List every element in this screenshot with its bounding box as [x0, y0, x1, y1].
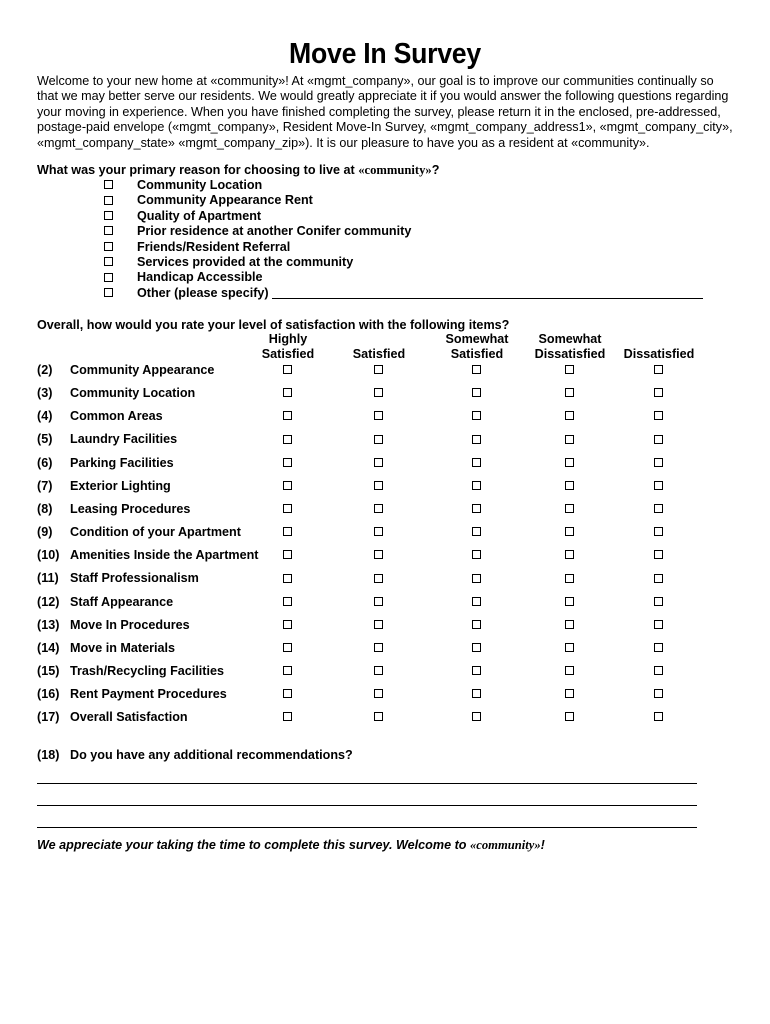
checkbox[interactable] [374, 574, 383, 583]
reason-option [104, 209, 261, 224]
rating-cell [472, 479, 482, 495]
checkbox[interactable] [472, 712, 481, 721]
rating-cell [374, 664, 384, 680]
checkbox[interactable] [283, 550, 292, 559]
item-label: Common Areas [70, 409, 163, 424]
reason-option [104, 286, 269, 301]
rating-row [0, 386, 770, 402]
checkbox[interactable] [472, 620, 481, 629]
rating-cell [565, 664, 575, 680]
checkbox[interactable] [565, 411, 574, 420]
item-label: Rent Payment Procedures [70, 687, 227, 702]
header-line-2: Dissatisfied [534, 347, 606, 362]
rating-cell [565, 595, 575, 611]
item-label: Parking Facilities [70, 455, 174, 470]
rating-row [0, 525, 770, 541]
checkbox[interactable] [654, 689, 663, 698]
checkbox[interactable] [374, 597, 383, 606]
question-18-number: (18) [37, 748, 60, 762]
rating-cell [283, 641, 293, 657]
reason-option [104, 240, 290, 255]
checkbox[interactable] [565, 527, 574, 536]
rating-cell [565, 479, 575, 495]
checkbox[interactable] [104, 226, 113, 235]
rating-cell [472, 595, 482, 611]
checkbox[interactable] [565, 481, 574, 490]
checkbox[interactable] [565, 689, 574, 698]
closing-suffix: ! [540, 838, 545, 852]
rating-cell [565, 409, 575, 425]
reason-option-label: Services provided at the community [137, 255, 354, 269]
item-number: (4) [37, 409, 53, 424]
rating-row [0, 456, 770, 472]
checkbox[interactable] [472, 388, 481, 397]
checkbox[interactable] [565, 504, 574, 513]
checkbox[interactable] [374, 411, 383, 420]
header-line-2: Satisfied [261, 347, 315, 362]
rating-cell [374, 571, 384, 587]
checkbox[interactable] [654, 597, 663, 606]
rating-column-header [324, 332, 434, 363]
item-number: (3) [37, 386, 53, 401]
rating-row [0, 618, 770, 634]
rating-cell [283, 525, 293, 541]
checkbox[interactable] [654, 504, 663, 513]
checkbox[interactable] [654, 550, 663, 559]
rating-cell [654, 409, 664, 425]
rating-cell [565, 525, 575, 541]
checkbox[interactable] [472, 504, 481, 513]
rating-cell [283, 571, 293, 587]
checkbox[interactable] [654, 712, 663, 721]
checkbox[interactable] [374, 388, 383, 397]
reason-option-label: Friends/Resident Referral [137, 239, 291, 254]
rating-cell [472, 687, 482, 703]
rating-row [0, 595, 770, 611]
recommendation-line-3[interactable] [37, 827, 697, 828]
checkbox[interactable] [654, 388, 663, 397]
checkbox[interactable] [565, 712, 574, 721]
checkbox[interactable] [472, 481, 481, 490]
checkbox[interactable] [104, 211, 113, 220]
checkbox[interactable] [472, 643, 481, 652]
checkbox[interactable] [104, 257, 113, 266]
item-number: (9) [37, 525, 53, 540]
rating-cell [472, 456, 482, 472]
reason-option [104, 270, 263, 285]
header-line-2: Satisfied [352, 347, 406, 362]
item-number: (13) [37, 617, 60, 632]
checkbox[interactable] [283, 666, 292, 675]
rating-cell [283, 595, 293, 611]
checkbox[interactable] [104, 273, 113, 282]
rating-cell [283, 456, 293, 472]
rating-cell [283, 479, 293, 495]
rating-cell [374, 432, 384, 448]
checkbox[interactable] [654, 574, 663, 583]
rating-cell [472, 409, 482, 425]
rating-cell [472, 664, 482, 680]
checkbox[interactable] [472, 527, 481, 536]
item-number: (2) [37, 363, 53, 377]
item-number: (12) [37, 594, 60, 609]
rating-cell [472, 525, 482, 541]
rating-cell [374, 687, 384, 703]
checkbox[interactable] [283, 689, 292, 698]
rating-cell [283, 363, 293, 379]
rating-cell [654, 502, 664, 518]
checkbox[interactable] [654, 481, 663, 490]
rating-cell [472, 710, 482, 726]
checkbox[interactable] [565, 458, 574, 467]
checkbox[interactable] [283, 365, 292, 374]
question-2-prompt: Overall, how would you rate your level of satisfaction with the following items? [37, 318, 510, 332]
rating-cell [472, 571, 482, 587]
rating-cell [283, 710, 293, 726]
rating-cell [374, 409, 384, 425]
rating-cell [374, 363, 384, 379]
page-title: Move In Survey [289, 38, 481, 70]
checkbox[interactable] [283, 712, 292, 721]
item-label: Laundry Facilities [70, 432, 178, 447]
checkbox[interactable] [472, 435, 481, 444]
rating-cell [283, 386, 293, 402]
reason-option [104, 255, 353, 270]
rating-cell [654, 363, 664, 379]
item-number: (11) [37, 571, 59, 586]
question-1-field: «community» [358, 163, 432, 177]
item-label: Exterior Lighting [70, 478, 171, 493]
rating-row [0, 548, 770, 564]
rating-row [0, 432, 770, 448]
checkbox[interactable] [472, 666, 481, 675]
rating-cell [565, 641, 575, 657]
checkbox[interactable] [565, 597, 574, 606]
rating-row [0, 571, 770, 587]
checkbox[interactable] [565, 666, 574, 675]
recommendation-line-2[interactable] [37, 805, 697, 806]
checkbox[interactable] [283, 574, 292, 583]
checkbox[interactable] [374, 620, 383, 629]
rating-cell [654, 456, 664, 472]
rating-cell [654, 548, 664, 564]
header-line-1: Highly [268, 332, 308, 346]
rating-cell [472, 502, 482, 518]
checkbox[interactable] [565, 643, 574, 652]
checkbox[interactable] [472, 550, 481, 559]
checkbox[interactable] [654, 411, 663, 420]
rating-cell [374, 525, 384, 541]
closing-message [37, 838, 545, 853]
rating-row [0, 479, 770, 495]
rating-column-header [604, 332, 714, 363]
item-label: Trash/Recycling Facilities [70, 663, 224, 678]
item-number: (8) [37, 501, 53, 516]
rating-cell [374, 479, 384, 495]
rating-cell [472, 641, 482, 657]
reason-option [104, 178, 262, 193]
checkbox[interactable] [654, 527, 663, 536]
checkbox[interactable] [374, 435, 383, 444]
closing-prefix: We appreciate your taking the time to complete this survey. Welcome to [37, 838, 470, 852]
checkbox[interactable] [283, 597, 292, 606]
checkbox[interactable] [654, 435, 663, 444]
item-label: Amenities Inside the Apartment [70, 548, 259, 563]
reason-option [104, 224, 411, 239]
rating-cell [283, 548, 293, 564]
checkbox[interactable] [654, 620, 663, 629]
rating-row [0, 687, 770, 703]
rating-cell [565, 618, 575, 634]
rating-cell [654, 687, 664, 703]
rating-cell [283, 618, 293, 634]
rating-cell [654, 386, 664, 402]
rating-cell [283, 687, 293, 703]
rating-cell [472, 432, 482, 448]
rating-cell [565, 456, 575, 472]
reason-option-label: Community Appearance Rent [137, 193, 313, 208]
item-label: Move In Procedures [70, 617, 190, 632]
item-label: Community Location [70, 386, 196, 401]
rating-row [0, 502, 770, 518]
header-line-1 [324, 332, 434, 347]
checkbox[interactable] [654, 666, 663, 675]
reason-option-label: Quality of Apartment [137, 208, 262, 223]
checkbox[interactable] [283, 435, 292, 444]
header-line-1: Somewhat [538, 332, 602, 346]
rating-cell [654, 641, 664, 657]
checkbox[interactable] [283, 481, 292, 490]
rating-cell [654, 525, 664, 541]
rating-cell [472, 386, 482, 402]
question-18-prompt: Do you have any additional recommendations? [70, 748, 353, 762]
reason-option-label: Community Location [137, 178, 263, 192]
checkbox[interactable] [283, 620, 292, 629]
rating-cell [654, 664, 664, 680]
rating-cell [374, 502, 384, 518]
checkbox[interactable] [374, 481, 383, 490]
item-number: (6) [37, 455, 53, 470]
header-line-1 [604, 332, 714, 347]
reason-option [104, 193, 313, 208]
checkbox[interactable] [283, 458, 292, 467]
rating-cell [565, 386, 575, 402]
checkbox[interactable] [654, 643, 663, 652]
rating-cell [283, 664, 293, 680]
checkbox[interactable] [565, 365, 574, 374]
checkbox[interactable] [283, 411, 292, 420]
checkbox[interactable] [283, 504, 292, 513]
rating-cell [565, 710, 575, 726]
checkbox[interactable] [472, 689, 481, 698]
item-number: (14) [37, 640, 60, 655]
item-number: (15) [37, 663, 60, 678]
item-number: (7) [37, 478, 53, 493]
rating-cell [374, 386, 384, 402]
rating-cell [374, 618, 384, 634]
item-number: (5) [37, 432, 53, 447]
recommendation-line-1[interactable] [37, 783, 697, 784]
checkbox[interactable] [374, 666, 383, 675]
rating-cell [283, 432, 293, 448]
checkbox[interactable] [654, 458, 663, 467]
rating-cell [565, 571, 575, 587]
checkbox[interactable] [565, 550, 574, 559]
rating-cell [374, 548, 384, 564]
checkbox[interactable] [374, 643, 383, 652]
rating-cell [283, 409, 293, 425]
rating-row [0, 641, 770, 657]
item-number: (17) [37, 710, 60, 725]
checkbox[interactable] [472, 574, 481, 583]
item-label: Move in Materials [70, 640, 175, 655]
checkbox[interactable] [565, 435, 574, 444]
rating-cell [565, 548, 575, 564]
checkbox[interactable] [472, 597, 481, 606]
checkbox[interactable] [374, 365, 383, 374]
rating-cell [472, 548, 482, 564]
intro-paragraph: Welcome to your new home at «community»! At «mgmt_company», our goal is to improve our communities continually so that we may better serve our residents. We would greatly appreciate it if you would answer the following questions regarding your moving in experience. When you have finished completing the survey, please return it in the enclosed, pre-addressed, postage-paid envelope («mgmt_company», Resident Move-In Survey, «mgmt_company_address1», «mgmt_company_city», «mgmt_company_state» «mgmt_company_zip»). It is our pleasure to have you as a resident at «community». [37, 74, 733, 150]
item-label: Overall Satisfaction [70, 710, 188, 725]
checkbox[interactable] [374, 550, 383, 559]
checkbox[interactable] [565, 574, 574, 583]
item-number: (16) [37, 687, 60, 702]
reason-option-label: Other (please specify) [137, 285, 269, 300]
checkbox[interactable] [472, 411, 481, 420]
checkbox[interactable] [374, 504, 383, 513]
checkbox[interactable] [472, 365, 481, 374]
checkbox[interactable] [374, 712, 383, 721]
checkbox[interactable] [104, 180, 113, 189]
rating-row [0, 363, 770, 379]
item-label: Community Appearance [70, 363, 215, 377]
checkbox[interactable] [283, 388, 292, 397]
rating-cell [654, 479, 664, 495]
rating-cell [654, 595, 664, 611]
question-1-prefix: What was your primary reason for choosing to live at [37, 163, 359, 177]
closing-field: «community» [469, 838, 541, 852]
rating-cell [565, 363, 575, 379]
item-label: Staff Professionalism [70, 571, 199, 586]
rating-cell [565, 687, 575, 703]
checkbox[interactable] [472, 458, 481, 467]
checkbox[interactable] [104, 242, 113, 251]
rating-cell [374, 641, 384, 657]
checkbox[interactable] [565, 620, 574, 629]
rating-row [0, 664, 770, 680]
rating-cell [283, 502, 293, 518]
checkbox[interactable] [374, 689, 383, 698]
rating-cell [565, 502, 575, 518]
item-label: Leasing Procedures [70, 501, 191, 516]
other-specify-line[interactable] [272, 298, 703, 299]
rating-cell [374, 595, 384, 611]
rating-cell [472, 363, 482, 379]
question-1-prompt [37, 163, 737, 178]
checkbox[interactable] [104, 288, 113, 297]
rating-cell [654, 710, 664, 726]
item-label: Condition of your Apartment [70, 525, 241, 540]
rating-cell [374, 710, 384, 726]
rating-cell [472, 618, 482, 634]
rating-row [0, 710, 770, 726]
rating-cell [374, 456, 384, 472]
rating-row [0, 409, 770, 425]
item-number: (10) [37, 548, 60, 563]
header-line-1: Somewhat [445, 332, 509, 346]
checkbox[interactable] [374, 458, 383, 467]
checkbox[interactable] [654, 365, 663, 374]
checkbox[interactable] [374, 527, 383, 536]
rating-cell [654, 432, 664, 448]
rating-cell [654, 618, 664, 634]
header-line-2: Satisfied [450, 347, 504, 362]
reason-option-label: Handicap Accessible [137, 270, 263, 285]
header-line-2: Dissatisfied [623, 347, 695, 362]
checkbox[interactable] [565, 388, 574, 397]
question-1-suffix: ? [431, 163, 440, 177]
reason-option-label: Prior residence at another Conifer community [137, 224, 412, 239]
checkbox[interactable] [104, 196, 113, 205]
rating-cell [654, 571, 664, 587]
item-label: Staff Appearance [70, 594, 174, 609]
checkbox[interactable] [283, 643, 292, 652]
checkbox[interactable] [283, 527, 292, 536]
rating-cell [565, 432, 575, 448]
